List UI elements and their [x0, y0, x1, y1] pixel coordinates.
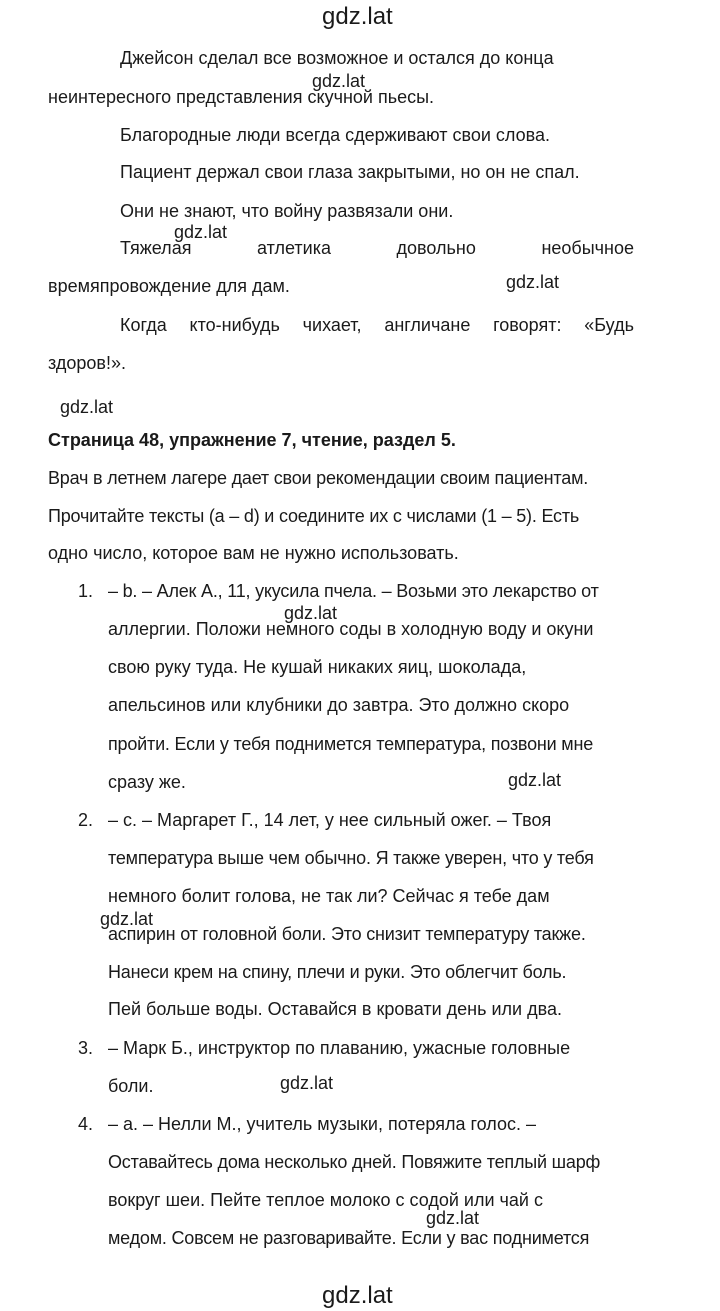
list-item-line: боли. — [108, 1076, 154, 1096]
watermark: gdz.lat — [508, 770, 562, 790]
section-heading: Страница 48, упражнение 7, чтение, раздел 5. — [48, 430, 456, 450]
word: Тяжелая — [120, 238, 192, 258]
list-number: 1. — [78, 581, 94, 601]
watermark: gdz.lat — [312, 71, 366, 91]
list-item-line: сразу же. — [108, 772, 186, 792]
list-item-line: температура выше чем обычно. Я также уверен, что у тебя — [108, 848, 594, 868]
word: атлетика — [257, 238, 331, 258]
watermark: gdz.lat — [174, 222, 228, 242]
watermark: gdz.lat — [100, 909, 154, 929]
list-item-line: – a. – Нелли М., учитель музыки, потеряла голос. – — [108, 1114, 536, 1134]
list-item-line: – b. – Алек А., 11, укусила пчела. – Возьми это лекарство от — [108, 581, 599, 601]
list-item-line: вокруг шеи. Пейте теплое молоко с содой или чай с — [108, 1190, 543, 1210]
watermark: gdz.lat — [60, 397, 114, 417]
list-item-line: Пей больше воды. Оставайся в кровати день или два. — [108, 999, 562, 1019]
task-text: Врач в летнем лагере дает свои рекомендации своим пациентам. — [48, 468, 589, 488]
word: «Будь — [584, 315, 634, 335]
list-item-line: – Марк Б., инструктор по плаванию, ужасные головные — [108, 1038, 571, 1058]
list-item-line: Нанеси крем на спину, плечи и руки. Это облегчит боль. — [108, 962, 567, 982]
paragraph-text: Джейсон сделал все возможное и остался до конца — [120, 48, 554, 68]
paragraph-line-justified — [120, 237, 634, 259]
word: необычное — [541, 238, 634, 258]
list-number: 3. — [78, 1038, 94, 1058]
word: чихает, — [302, 315, 362, 335]
word: говорят: — [493, 315, 562, 335]
word: Когда — [120, 315, 167, 335]
paragraph-line: Пациент держал свои глаза закрытыми, но он не спал. — [120, 162, 580, 182]
paragraph-line: Благородные люди всегда сдерживают свои слова. — [120, 125, 550, 145]
task-text: Прочитайте тексты (a – d) и соедините их с числами (1 – 5). Есть — [48, 506, 580, 526]
word: англичане — [384, 315, 471, 335]
list-item-line: свою руку туда. Не кушай никаких яиц, шоколада, — [108, 657, 527, 677]
paragraph-line: неинтересного представления скучной пьесы. — [48, 87, 435, 107]
word: кто-нибудь — [189, 315, 280, 335]
watermark: gdz.lat — [426, 1208, 480, 1228]
list-number: 4. — [78, 1114, 94, 1134]
task-text: одно число, которое вам не нужно использовать. — [48, 543, 459, 563]
list-item-line: аспирин от головной боли. Это снизит температуру также. — [108, 924, 586, 944]
watermark-bottom: gdz.lat — [322, 1282, 393, 1309]
paragraph-line: Они не знают, что войну развязали они. — [120, 201, 454, 221]
watermark: gdz.lat — [280, 1073, 334, 1093]
list-item-line: пройти. Если у тебя поднимется температура, позвони мне — [108, 734, 594, 754]
paragraph-line: здоров!». — [48, 353, 126, 373]
list-item-line: немного болит голова, не так ли? Сейчас я тебе дам — [108, 886, 550, 906]
list-item-line: медом. Совсем не разговаривайте. Если у вас поднимется — [108, 1228, 590, 1248]
watermark-top: gdz.lat — [322, 3, 393, 30]
paragraph-line: времяпровождение для дам. — [48, 276, 290, 296]
list-item-line: аллергии. Положи немного соды в холодную воду и окуни — [108, 619, 594, 639]
paragraph-line — [120, 47, 634, 69]
word: довольно — [396, 238, 476, 258]
paragraph-line-justified — [120, 314, 634, 336]
list-item-line: – c. – Маргарет Г., 14 лет, у нее сильный ожег. – Твоя — [108, 810, 552, 830]
list-item-line: Оставайтесь дома несколько дней. Повяжите теплый шарф — [108, 1152, 601, 1172]
watermark: gdz.lat — [506, 272, 560, 292]
list-number: 2. — [78, 810, 94, 830]
watermark: gdz.lat — [284, 603, 338, 623]
list-item-line: апельсинов или клубники до завтра. Это должно скоро — [108, 695, 570, 715]
